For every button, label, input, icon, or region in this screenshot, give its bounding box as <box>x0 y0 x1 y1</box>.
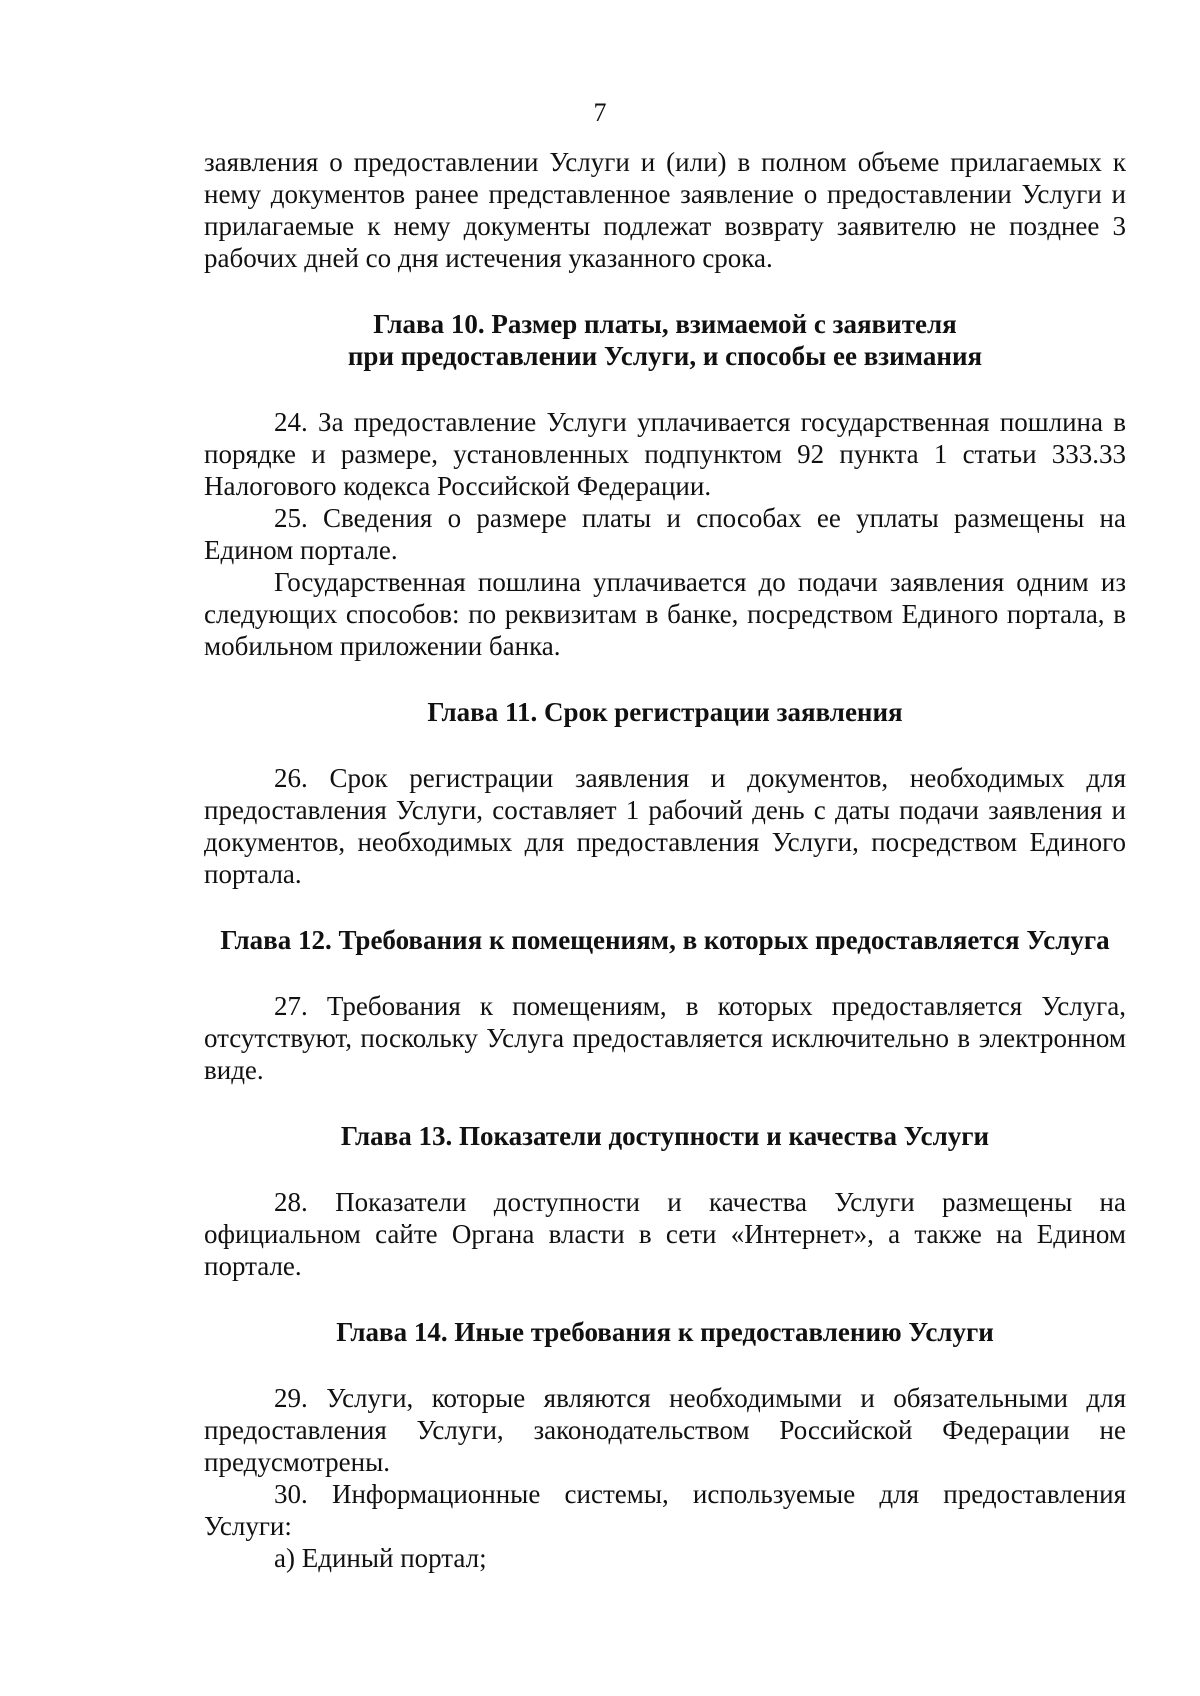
page-number: 7 <box>593 98 607 127</box>
paragraph-30: 30. Информационные системы, используемые для предоставления Услуги: <box>204 1479 1126 1541</box>
chapter-10 <box>204 308 1126 662</box>
chapter-10-heading-line2: при предоставлении Услуги, и способы ее взимания <box>347 341 983 371</box>
list-item-a: а) Единый портал; <box>274 1543 487 1573</box>
chapter-12 <box>204 924 1126 1086</box>
paragraph-29: 29. Услуги, которые являются необходимыми и обязательными для предоставления Услуги, законодательством Российской Федерации не предусмотрены. <box>204 1383 1126 1477</box>
paragraph-27: 27. Требования к помещениям, в которых предоставляется Услуга, отсутствуют, поскольку Услуга предоставляется исключительно в электронном виде. <box>204 991 1126 1085</box>
document-body <box>204 146 1126 1574</box>
paragraph-state-fee: Государственная пошлина уплачивается до подачи заявления одним из следующих способов: по реквизитам в банке, посредством Единого портала, в мобильном приложении банка. <box>204 567 1126 661</box>
paragraph-24: 24. За предоставление Услуги уплачивается государственная пошлина в порядке и размере, установленных подпунктом 92 пункта 1 статьи 333.33 Налогового кодекса Российской Федерации. <box>204 407 1126 501</box>
chapter-11 <box>204 696 1126 890</box>
chapter-12-heading: Глава 12. Требования к помещениям, в которых предоставляется Услуга <box>220 925 1110 955</box>
continuation-paragraph: заявления о предоставлении Услуги и (или) в полном объеме прилагаемых к нему документов ранее представленное заявление о предоставлении Услуги и прилагаемые к нему документы подлежат возврату заявителю не позднее 3 рабочих дней со дня истечения указанного срока. <box>204 147 1126 273</box>
chapter-11-heading: Глава 11. Срок регистрации заявления <box>427 697 903 727</box>
paragraph-25: 25. Сведения о размере платы и способах ее уплаты размещены на Едином портале. <box>204 503 1126 565</box>
chapter-14-heading: Глава 14. Иные требования к предоставлению Услуги <box>336 1317 994 1347</box>
paragraph-28: 28. Показатели доступности и качества Услуги размещены на официальном сайте Органа власти в сети «Интернет», а также на Едином портале. <box>204 1187 1126 1281</box>
chapter-13 <box>204 1120 1126 1282</box>
chapter-10-heading-line1: Глава 10. Размер платы, взимаемой с заявителя <box>373 309 957 339</box>
chapter-13-heading: Глава 13. Показатели доступности и качества Услуги <box>340 1121 990 1151</box>
paragraph-26: 26. Срок регистрации заявления и документов, необходимых для предоставления Услуги, составляет 1 рабочий день с даты подачи заявления и документов, необходимых для предоставления Услуги, посредством Единого портала. <box>204 763 1126 889</box>
chapter-14 <box>204 1316 1126 1574</box>
